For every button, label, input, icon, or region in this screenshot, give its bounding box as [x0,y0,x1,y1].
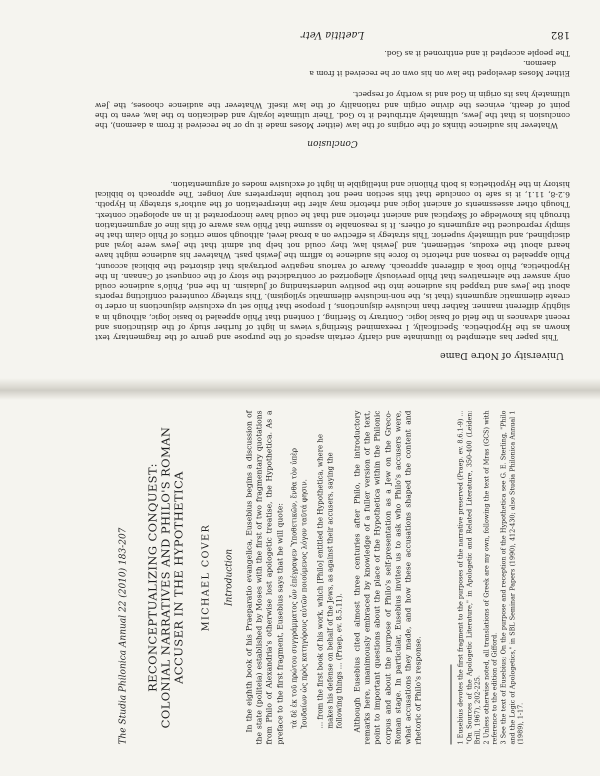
paragraph-conclusion: This paper has attempted to illuminate and clarify certain aspects of the purpose and genre of the fragmentary text known as the Hypothetica. Specifically, I reexamined Sterling's views in light of further study of the distinctions and recent advances in the field of basic logic. Contrary to Sterling, I contend that Philo appealed to basic logic, although in a slightly different manner. Rather than inclusive disjunctions, I propose that Philo set up exclusive disjunctions in order to create dilemmatic arguments (that is, the non-inclusive dilemmatic syllogism). This strategy countered conflicting reports about the Jews and trapped his audience into the positive understanding of Judaism. In the end, Philo's audience could only answer the alternatives that Philo previously allegorized or contradicted the story of the conquest of Canaan. In the Hypothetica, Philo took a different approach. Aware of various negative portrayals that distorted the biblical account, Philo appealed to reason and rhetoric to force his audience to affirm the Jewish past. Whatever his audience might have heard about the exodus, settlement, and Jewish law, they could not help but admit that the Jews were loyal and disciplined, and ultimately superior. This strategy is effective on a broad level, although some critics of Philo claim that he simply reproduced the arguments of others. It is reasonable to assume that Philo was aware of this line of argumentation through his knowledge of Skeptical and ancient rhetoric and that he could have incorporated it in an apologetic context. Though other assessments of ancient logic and rhetoric may alter the interpretation of the author's strategy in Hypoth. 6.2-8, 11.1, it is safe to conclude that this section need not trouble interpreters any longer. The approach to biblical history in the Hypothetica is both Philonic and intelligible in light of exclusive modes of argumentation. [95,179,570,342]
author: MICHAEL COVER [200,523,211,631]
title-line-1: RECONCEPTUALIZING CONQUEST: [145,462,159,692]
paragraph-origins-of-law: Whatever his audience thinks of the origins of the law (either Moses made it up or he received it from a daemon), the conclusion is that the Jews, ultimately attributed it to God. Their ultimate loyalty and dedication to the law, even to the point of death, evinces the divine origin and rationality of the law itself. Whatever the audience chooses, the Jew ultimately has its origin in God and is worthy of respect. [95,90,570,130]
footnote-2: 2 Unless otherwise noted, all translations of Greek are my own, following the text of Mras (GCS) with reference to the edition of Gifford. [481,410,499,744]
footnote-3: 3 See the text of Eusebius; On the purpose and reception of the Hypothetica see G. E. Sterling, "Philo and the Logic of Apologetics," in SBL Seminar Papers (1990), 412-430; also Studia Philonica Annual 1 (1989), 1-17. [498,410,525,744]
title-line-3: ACCUSER IN THE HYPOTHETICA [171,470,185,684]
footnotes [456,410,525,744]
intro-paragraph: In the eighth book of his Praeparatio evangelica, Eusebius begins a discussion of the state (politeia) established by Moses with the first of two fragmentary quotations from Philo of Alexandria's otherwise lost apologetic treatise, the Hypothetica. As a preface to the first fragment, Eusebius says that he will quote: [244,410,284,744]
title-line-2: COLONIAL NARRATIVES AND PHILO'S ROMAN [158,426,172,728]
footnote-rule [450,664,451,744]
greek-quotation: τὰ δὲ ἐκ τοῦ πρώτου συγγράμματος ὧν ἐπέγραψεν Ὑποθετικῶν, ἔνθα τὸν ὑπὲρ Ἰουδαίων ὡς πρὸς κατηγόρους αὐτῶν ποιούμενος λόγον ταῦτά φησιν. [290,447,308,728]
section-heading-conclusion: Conclusion [307,138,358,148]
running-head: Laetitia Vetr [300,29,365,40]
opening-line-2: daemon. [523,58,556,68]
opening-line-1: Either Moses developed the law on his own or he received it from a [309,69,570,78]
page-number: 182 [550,29,570,40]
second-paragraph: Although Eusebius cited almost three centuries after Philo, the introductory remarks here, unanimously embraced by knowledge of a fuller version of the text, point to important questions about the place of the Hypothetica within the Philonic corpus and about the purpose of Philo's self-presentation as a Jew on the Greco-Roman stage. In particular, Eusebius invites us to ask who Philo's accusers were, what accusations they made, and how these accusations shaped the content and rhetoric of Philo's response. [352,410,423,744]
affiliation: University of Notre Dame [439,350,564,361]
footnote-1: 1 Eusebius devotes the first fragment to the purposes of the narrative preserved (Praep. ev. 8.6.1-9) ... "On Sources of the Apologetic Literature," in Apologetic and Related Literature, 350-400 (Leiden: Brill, 1967), 202-225. [456,410,482,744]
opening-line-3: The people accepted it and enthroned it as God. [384,48,570,58]
bottom-page-content [112,402,587,752]
journal-line: The Studia Philonica Annual 22 (2010) 183-207 [118,527,128,744]
quotation-translation: ... from the first book of his work, which [Philo] entitled the Hypothetica, where he makes his defense on behalf of the Jews, as against their accusers, saying the following things ... (Praep. ev. 8.5.11). [316,433,343,728]
bottom-page-frame [112,402,587,752]
article-title [146,410,185,744]
section-heading-introduction: Introduction [224,548,234,606]
